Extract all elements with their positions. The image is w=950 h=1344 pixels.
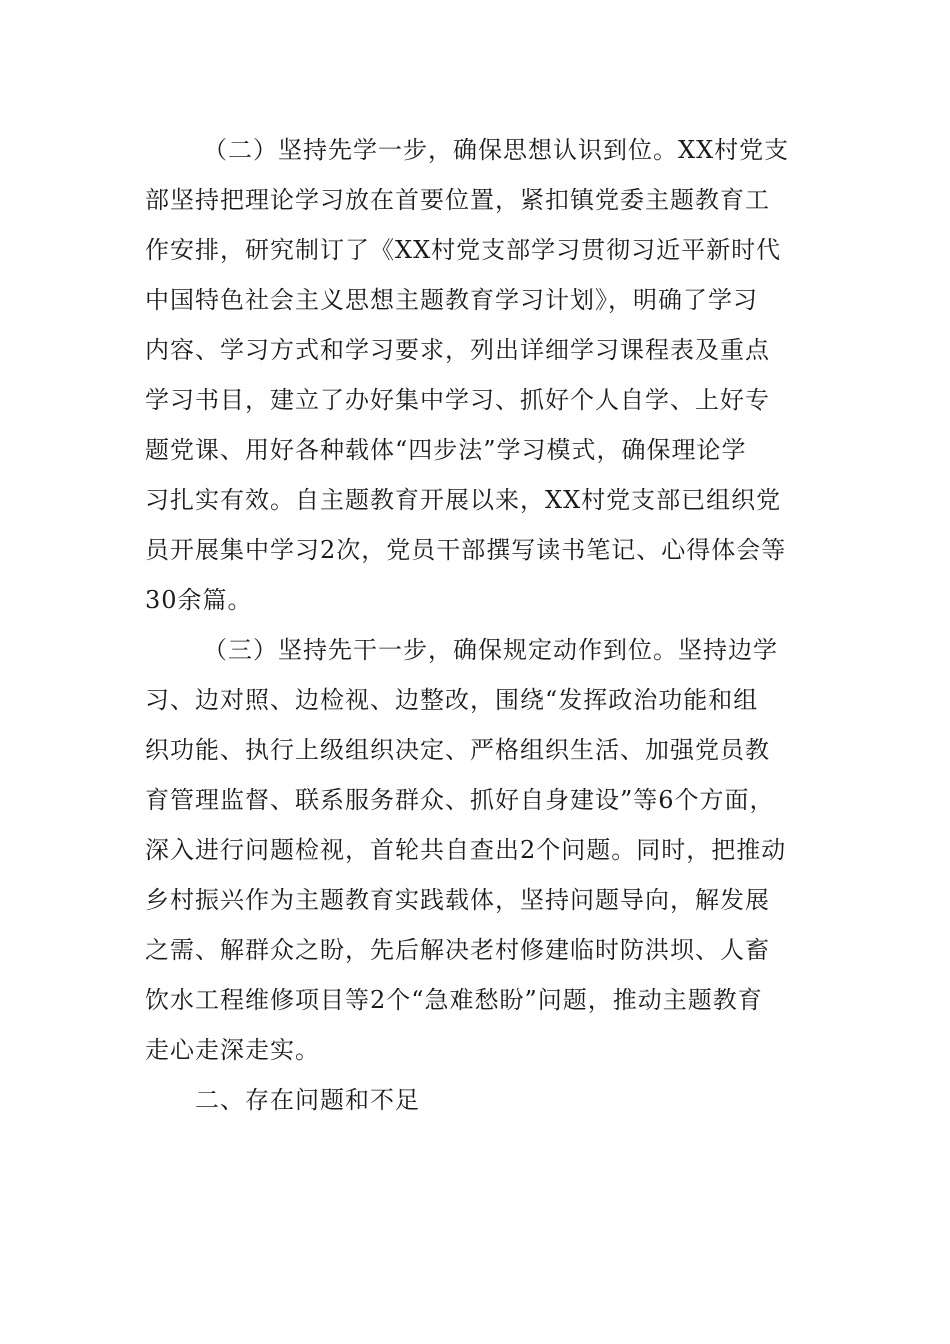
- paragraph-3-line-1: （三）坚持先干一步，确保规定动作到位。坚持边学: [203, 636, 778, 664]
- paragraph-2-line-4: 中国特色社会主义思想主题教育学习计划》，明确了学习: [145, 286, 758, 314]
- paragraph-3-line-4: 育管理监督、联系服务群众、抓好自身建设”等6个方面，: [145, 786, 775, 814]
- paragraph-3-line-8: 饮水工程维修项目等2个“急难愁盼”问题，推动主题教育: [145, 986, 763, 1014]
- paragraph-2-line-6: 学习书目，建立了办好集中学习、抓好个人自学、上好专: [145, 386, 770, 414]
- paragraph-3-line-2: 习、边对照、边检视、边整改，围绕“发挥政治功能和组: [145, 686, 759, 714]
- paragraph-2-line-8: 习扎实有效。自主题教育开展以来，XX村党支部已组织党: [145, 486, 782, 514]
- paragraph-2-line-7: 题党课、用好各种载体“四步法”学习模式，确保理论学: [145, 436, 747, 464]
- paragraph-3-line-5: 深入进行问题检视，首轮共自查出2个问题。同时，把推动: [145, 836, 787, 864]
- paragraph-2-line-2: 部坚持把理论学习放在首要位置，紧扣镇党委主题教育工: [145, 186, 770, 214]
- paragraph-2-line-5: 内容、学习方式和学习要求，列出详细学习课程表及重点: [145, 336, 770, 364]
- section-heading: 二、存在问题和不足: [195, 1086, 420, 1114]
- paragraph-3-line-9: 走心走深走实。: [145, 1036, 320, 1064]
- paragraph-2-line-3: 作安排，研究制订了《XX村党支部学习贯彻习近平新时代: [145, 236, 782, 264]
- paragraph-2-line-1: （二）坚持先学一步，确保思想认识到位。XX村党支: [203, 136, 790, 164]
- paragraph-2-line-9: 员开展集中学习2次，党员干部撰写读书笔记、心得体会等: [145, 536, 787, 564]
- paragraph-2-line-10: 30余篇。: [145, 586, 253, 614]
- paragraph-3-line-6: 乡村振兴作为主题教育实践载体，坚持问题导向，解发展: [145, 886, 770, 914]
- paragraph-3-line-7: 之需、解群众之盼，先后解决老村修建临时防洪坝、人畜: [145, 936, 770, 964]
- paragraph-3-line-3: 织功能、执行上级组织决定、严格组织生活、加强党员教: [145, 736, 770, 764]
